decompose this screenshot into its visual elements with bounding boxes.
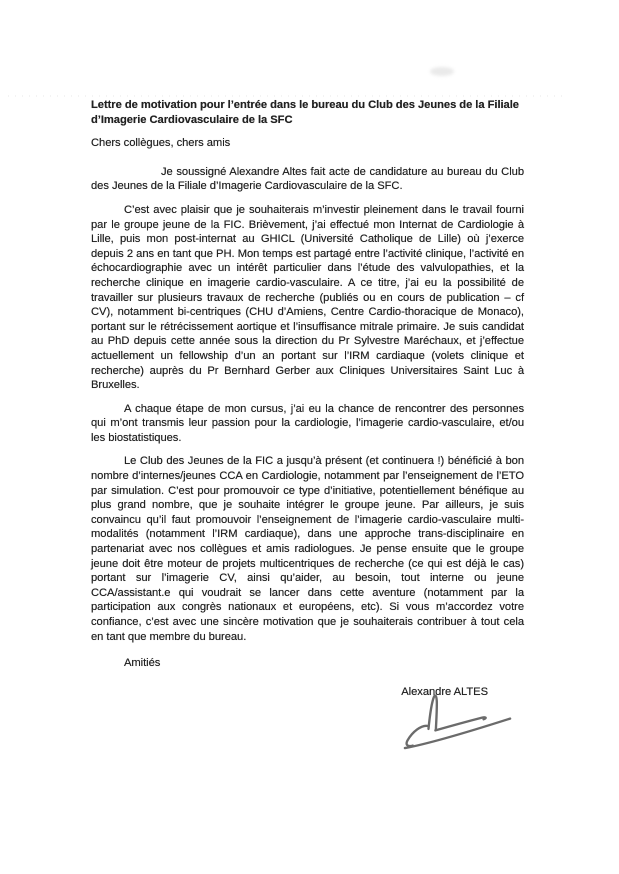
paragraph-parcours: C’est avec plaisir que je souhaiterais m’investir pleinement dans le travail fourni par le groupe jeune de la FIC. Brièvement, j’ai effectué mon Internat de Cardiologie à Lille, puis mon post-internat au GHICL (Université Catholique de Lille) où j’exerce depuis 2 ans en tant que PH. Mon temps est partagé entre l’activité clinique, l’activité en échocardiographie avec un intérêt particulier dans l’étude des valvulopathies, et la recherche clinique en imagerie cardio-vasculaire. A ce titre, j’ai eu la possibilité de travailler sur plusieurs travaux de recherche (publiés ou en cours de publication – cf CV), notamment bi-centriques (CHU d’Amiens, Centre Cardio-thoracique de Monaco), portant sur le rétrécissement aortique et l’insuffisance mitrale primaire. Je suis candidat au PhD depuis cette année sous la direction du Pr Sylvestre Maréchaux, et j’effectue actuellement un fellowship d’un an portant sur l’IRM cardiaque (volets clinique et recherche) auprès du Pr Bernhard Gerber aux Cliniques Universitaires Saint Luc à Bruxelles.: [91, 203, 524, 392]
letter-content: [91, 98, 524, 699]
scan-smudge: [430, 67, 454, 76]
letter-title: Lettre de motivation pour l’entrée dans le bureau du Club des Jeunes de la Filiale d’Imagerie Cardiovasculaire de la SFC: [91, 99, 519, 126]
signer-name: Alexandre ALTES: [401, 685, 488, 698]
salutation: Chers collègues, chers amis: [91, 137, 231, 150]
paragraph-motivation: Le Club des Jeunes de la FIC a jusqu’à présent (et continuera !) bénéficié à bon nombre d’internes/jeunes CCA en Cardiologie, notamment par l’enseignement de l’ETO par simulation. C’est pour promouvoir ce type d’initiative, potentiellement bénéfique au plus grand nombre, que je souhaite intégrer le groupe jeune. Par ailleurs, je suis convaincu qu’il faut promouvoir l’enseignement de l’imagerie cardio-vasculaire multi-modalités (notamment l’IRM cardiaque), dans une approche trans-disciplinaire en partenariat avec nos collègues et amis radiologues. Je pense ensuite que le groupe jeune doit être moteur de projets multicentriques de recherche (ce qui est déjà le cas) portant sur l’imagerie CV, ainsi qu’aider, au besoin, tout interne ou jeune CCA/assistant.e qui voudrait se lancer dans cette aventure (notamment par la participation aux congrès nationaux et européens, etc). Si vous m’accordez votre confiance, c’est avec une sincère motivation que je souhaiterais contribuer à tout cela en tant que membre du bureau.: [91, 455, 524, 643]
handwritten-signature-icon: [398, 688, 516, 760]
closing-amities: Amitiés: [124, 657, 161, 670]
paragraph-candidature: Je soussigné Alexandre Altes fait acte de candidature au bureau du Club des Jeunes de la Filiale d’Imagerie Cardiovasculaire de la SFC.: [91, 165, 524, 193]
scan-noise-band: [8, 95, 564, 97]
paragraph-rencontres: A chaque étape de mon cursus, j’ai eu la chance de rencontrer des personnes qui m’ont transmis leur passion pour la cardiologie, l’imagerie cardio-vasculaire, et/ou les biostatistiques.: [91, 402, 524, 444]
